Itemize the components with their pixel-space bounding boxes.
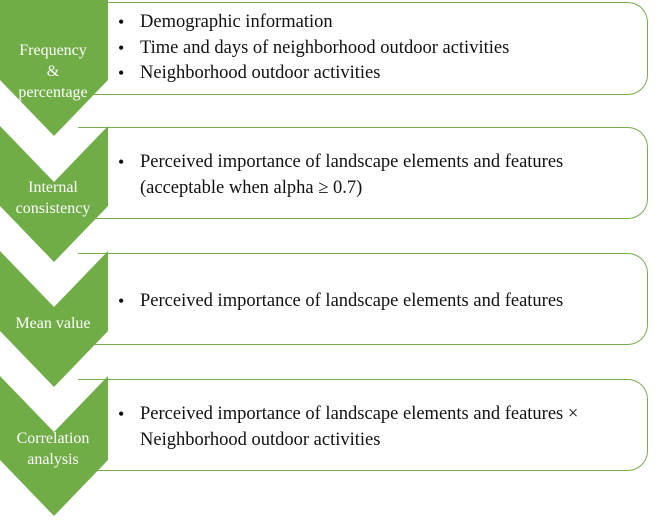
step-2-label: Internal consistency xyxy=(15,179,91,217)
step-1-details-box xyxy=(78,2,648,95)
step-1-item-outdoor-activities: • Neighborhood outdoor activities xyxy=(118,61,633,87)
step-2-item-importance-alpha: • Perceived importance of landscape elements and features (acceptable when alpha ≥ 0.7) xyxy=(118,150,640,201)
step-1-label: Frequency & percentage xyxy=(18,42,88,101)
step-2-details-box xyxy=(78,127,648,219)
step-4-label: Correlation analysis xyxy=(16,430,90,468)
step-4-details-box xyxy=(78,379,648,471)
step-4-items xyxy=(118,402,633,453)
step-3-items xyxy=(118,289,633,315)
step-4 xyxy=(0,376,661,520)
step-3 xyxy=(0,251,661,391)
step-3-item-importance: • Perceived importance of landscape elements and features xyxy=(118,289,633,315)
step-3-details-box xyxy=(78,253,648,345)
step-2-items xyxy=(118,150,633,201)
step-4-item-correlation: • Perceived importance of landscape elements and features × Neighborhood outdoor activities xyxy=(118,402,650,453)
step-1-item-time-days: • Time and days of neighborhood outdoor activities xyxy=(118,36,633,62)
step-1-item-demographic: • Demographic information xyxy=(118,10,633,36)
step-1 xyxy=(0,0,661,140)
step-1-items xyxy=(118,10,633,87)
step-2 xyxy=(0,126,661,266)
step-3-label: Mean value xyxy=(15,315,91,332)
